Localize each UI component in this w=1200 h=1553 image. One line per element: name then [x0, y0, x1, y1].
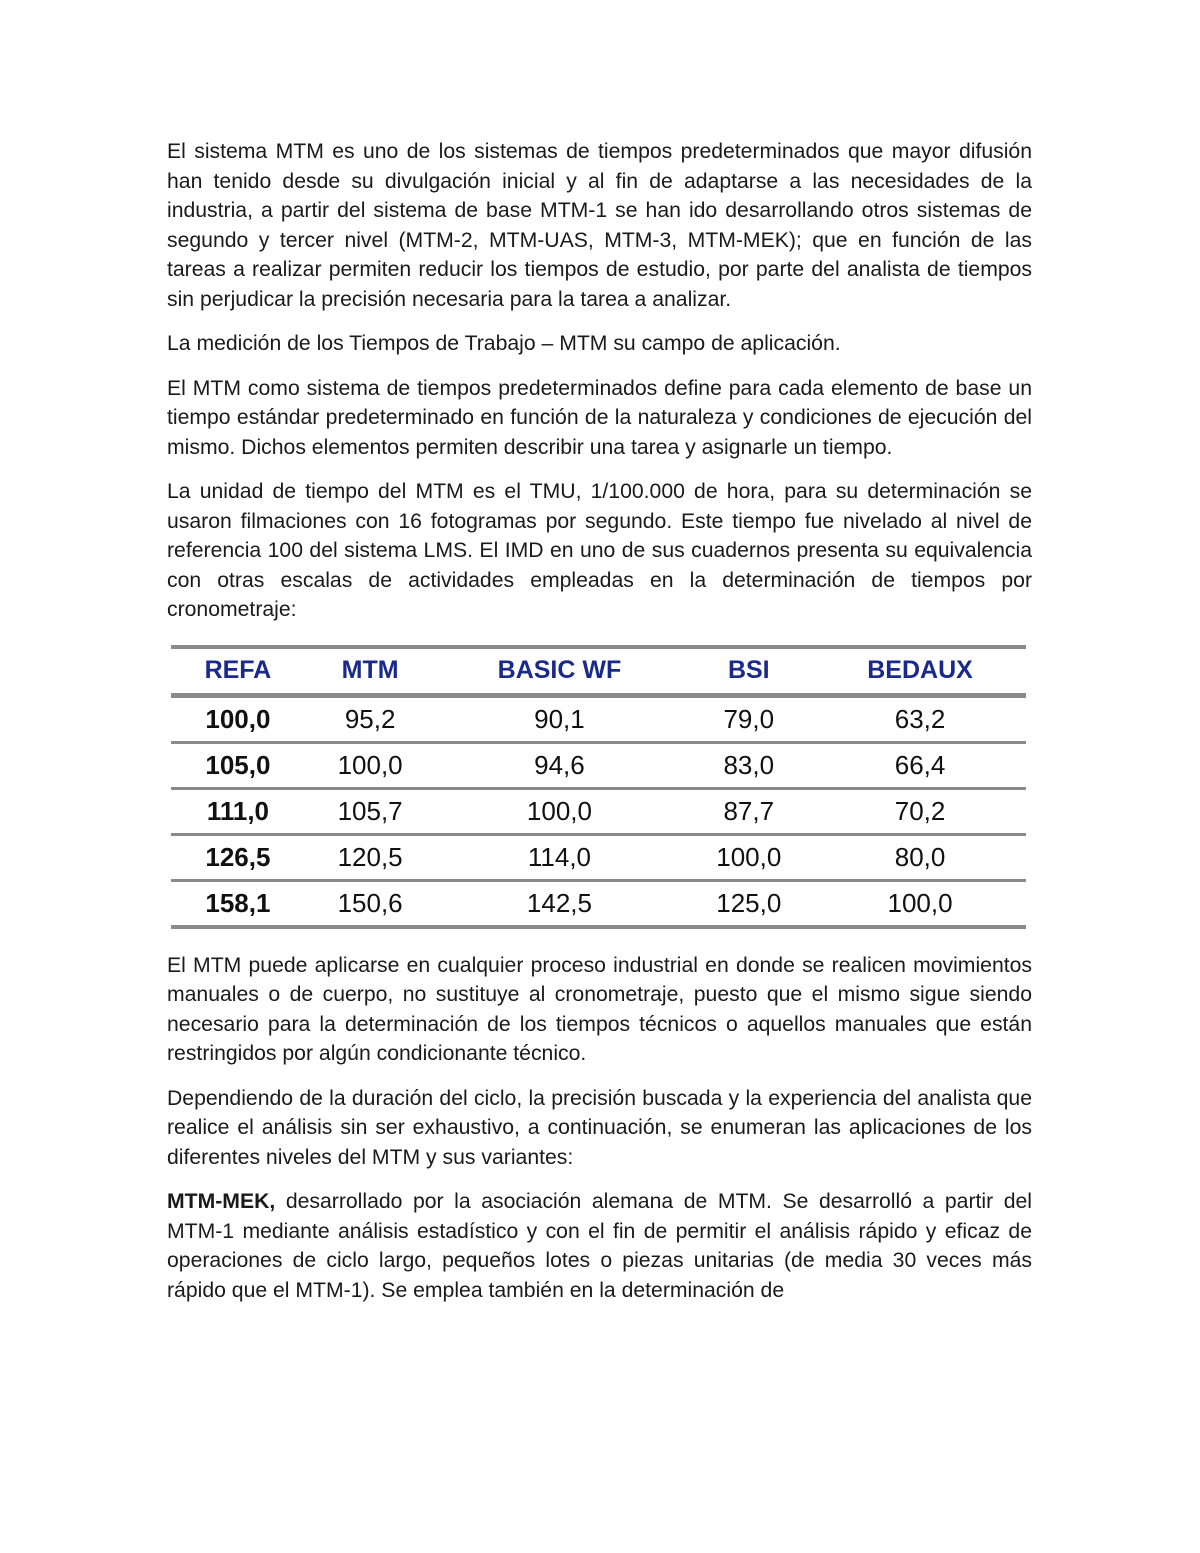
table-cell: 111,0 — [171, 788, 305, 834]
table-cell: 105,0 — [171, 742, 305, 788]
table-cell: 105,7 — [305, 788, 436, 834]
header-bedaux: BEDAUX — [814, 647, 1026, 696]
table-row — [171, 742, 1026, 788]
document-page — [167, 137, 1032, 1320]
table-row — [171, 695, 1026, 742]
table-cell: 158,1 — [171, 880, 305, 927]
mtm-mek-description: desarrollado por la asociación alemana de MTM. Se desarrolló a partir del MTM-1 mediante análisis estadístico y con el fin de permitir el análisis rápido y eficaz de operaciones de ciclo largo, pequeños lotes o piezas unitarias (de media 30 veces más rápido que el MTM-1). Se emplea también en la determinación de — [167, 1190, 1032, 1302]
table-cell: 120,5 — [305, 834, 436, 880]
table-cell: 87,7 — [683, 788, 814, 834]
table-cell: 100,0 — [814, 880, 1026, 927]
table-cell: 63,2 — [814, 695, 1026, 742]
table-cell: 95,2 — [305, 695, 436, 742]
table-cell: 150,6 — [305, 880, 436, 927]
table-cell: 70,2 — [814, 788, 1026, 834]
paragraph-tmu-unit: La unidad de tiempo del MTM es el TMU, 1/100.000 de hora, para su determinación se usaron filmaciones con 16 fotogramas por segundo. Este tiempo fue nivelado al nivel de referencia 100 del sistema LMS. El IMD en uno de sus cuadernos presenta su equivalencia con otras escalas de actividades empleadas en la determinación de tiempos por cronometraje: — [167, 480, 1032, 621]
header-mtm: MTM — [305, 647, 436, 696]
header-refa: REFA — [171, 647, 305, 696]
header-bsi: BSI — [683, 647, 814, 696]
table-cell: 125,0 — [683, 880, 814, 927]
paragraph-mtm-intro: El sistema MTM es uno de los sistemas de tiempos predeterminados que mayor difusión han tenido desde su divulgación inicial y al fin de adaptarse a las necesidades de la industria, a partir del sistema de base MTM-1 se han ido desarrollando otros sistemas de segundo y tercer nivel (MTM-2, MTM-UAS, MTM-3, MTM-MEK); que en función de las tareas a realizar permiten reducir los tiempos de estudio, por parte del analista de tiempos sin perjudicar la precisión necesaria para la tarea a analizar. — [167, 140, 1032, 311]
table-cell: 83,0 — [683, 742, 814, 788]
table-cell: 94,6 — [435, 742, 683, 788]
paragraph-section-heading: La medición de los Tiempos de Trabajo – MTM su campo de aplicación. — [167, 332, 841, 355]
table-header-row — [171, 647, 1026, 696]
table-cell: 79,0 — [683, 695, 814, 742]
table-cell: 100,0 — [171, 695, 305, 742]
table-cell: 80,0 — [814, 834, 1026, 880]
header-basic-wf: BASIC WF — [435, 647, 683, 696]
table-row — [171, 880, 1026, 927]
table-cell: 66,4 — [814, 742, 1026, 788]
equivalence-table — [171, 645, 1026, 929]
table-cell: 100,0 — [683, 834, 814, 880]
table-cell: 90,1 — [435, 695, 683, 742]
table-cell: 100,0 — [435, 788, 683, 834]
paragraph-mtm-mek — [167, 1187, 1032, 1305]
table-cell: 126,5 — [171, 834, 305, 880]
paragraph-mtm-definition: El MTM como sistema de tiempos predeterminados define para cada elemento de base un tiempo estándar predeterminado en función de la naturaleza y condiciones de ejecución del mismo. Dichos elementos permiten describir una tarea y asignarle un tiempo. — [167, 376, 1032, 459]
table-cell: 114,0 — [435, 834, 683, 880]
paragraph-levels-intro: Dependiendo de la duración del ciclo, la precisión buscada y la experiencia del analista que realice el análisis sin ser exhaustivo, a continuación, se enumeran las aplicaciones de los diferentes niveles del MTM y sus variantes: — [167, 1086, 1032, 1169]
table-row — [171, 788, 1026, 834]
mtm-mek-term: MTM-MEK, — [167, 1190, 276, 1213]
equivalence-table-container — [171, 645, 1026, 929]
paragraph-mtm-application: El MTM puede aplicarse en cualquier proceso industrial en donde se realicen movimientos manuales o de cuerpo, no sustituye al cronometraje, puesto que el mismo sigue siendo necesario para la determinación de los tiempos técnicos o aquellos manuales que están restringidos por algún condicionante técnico. — [167, 953, 1032, 1065]
table-row — [171, 834, 1026, 880]
table-cell: 142,5 — [435, 880, 683, 927]
table-cell: 100,0 — [305, 742, 436, 788]
